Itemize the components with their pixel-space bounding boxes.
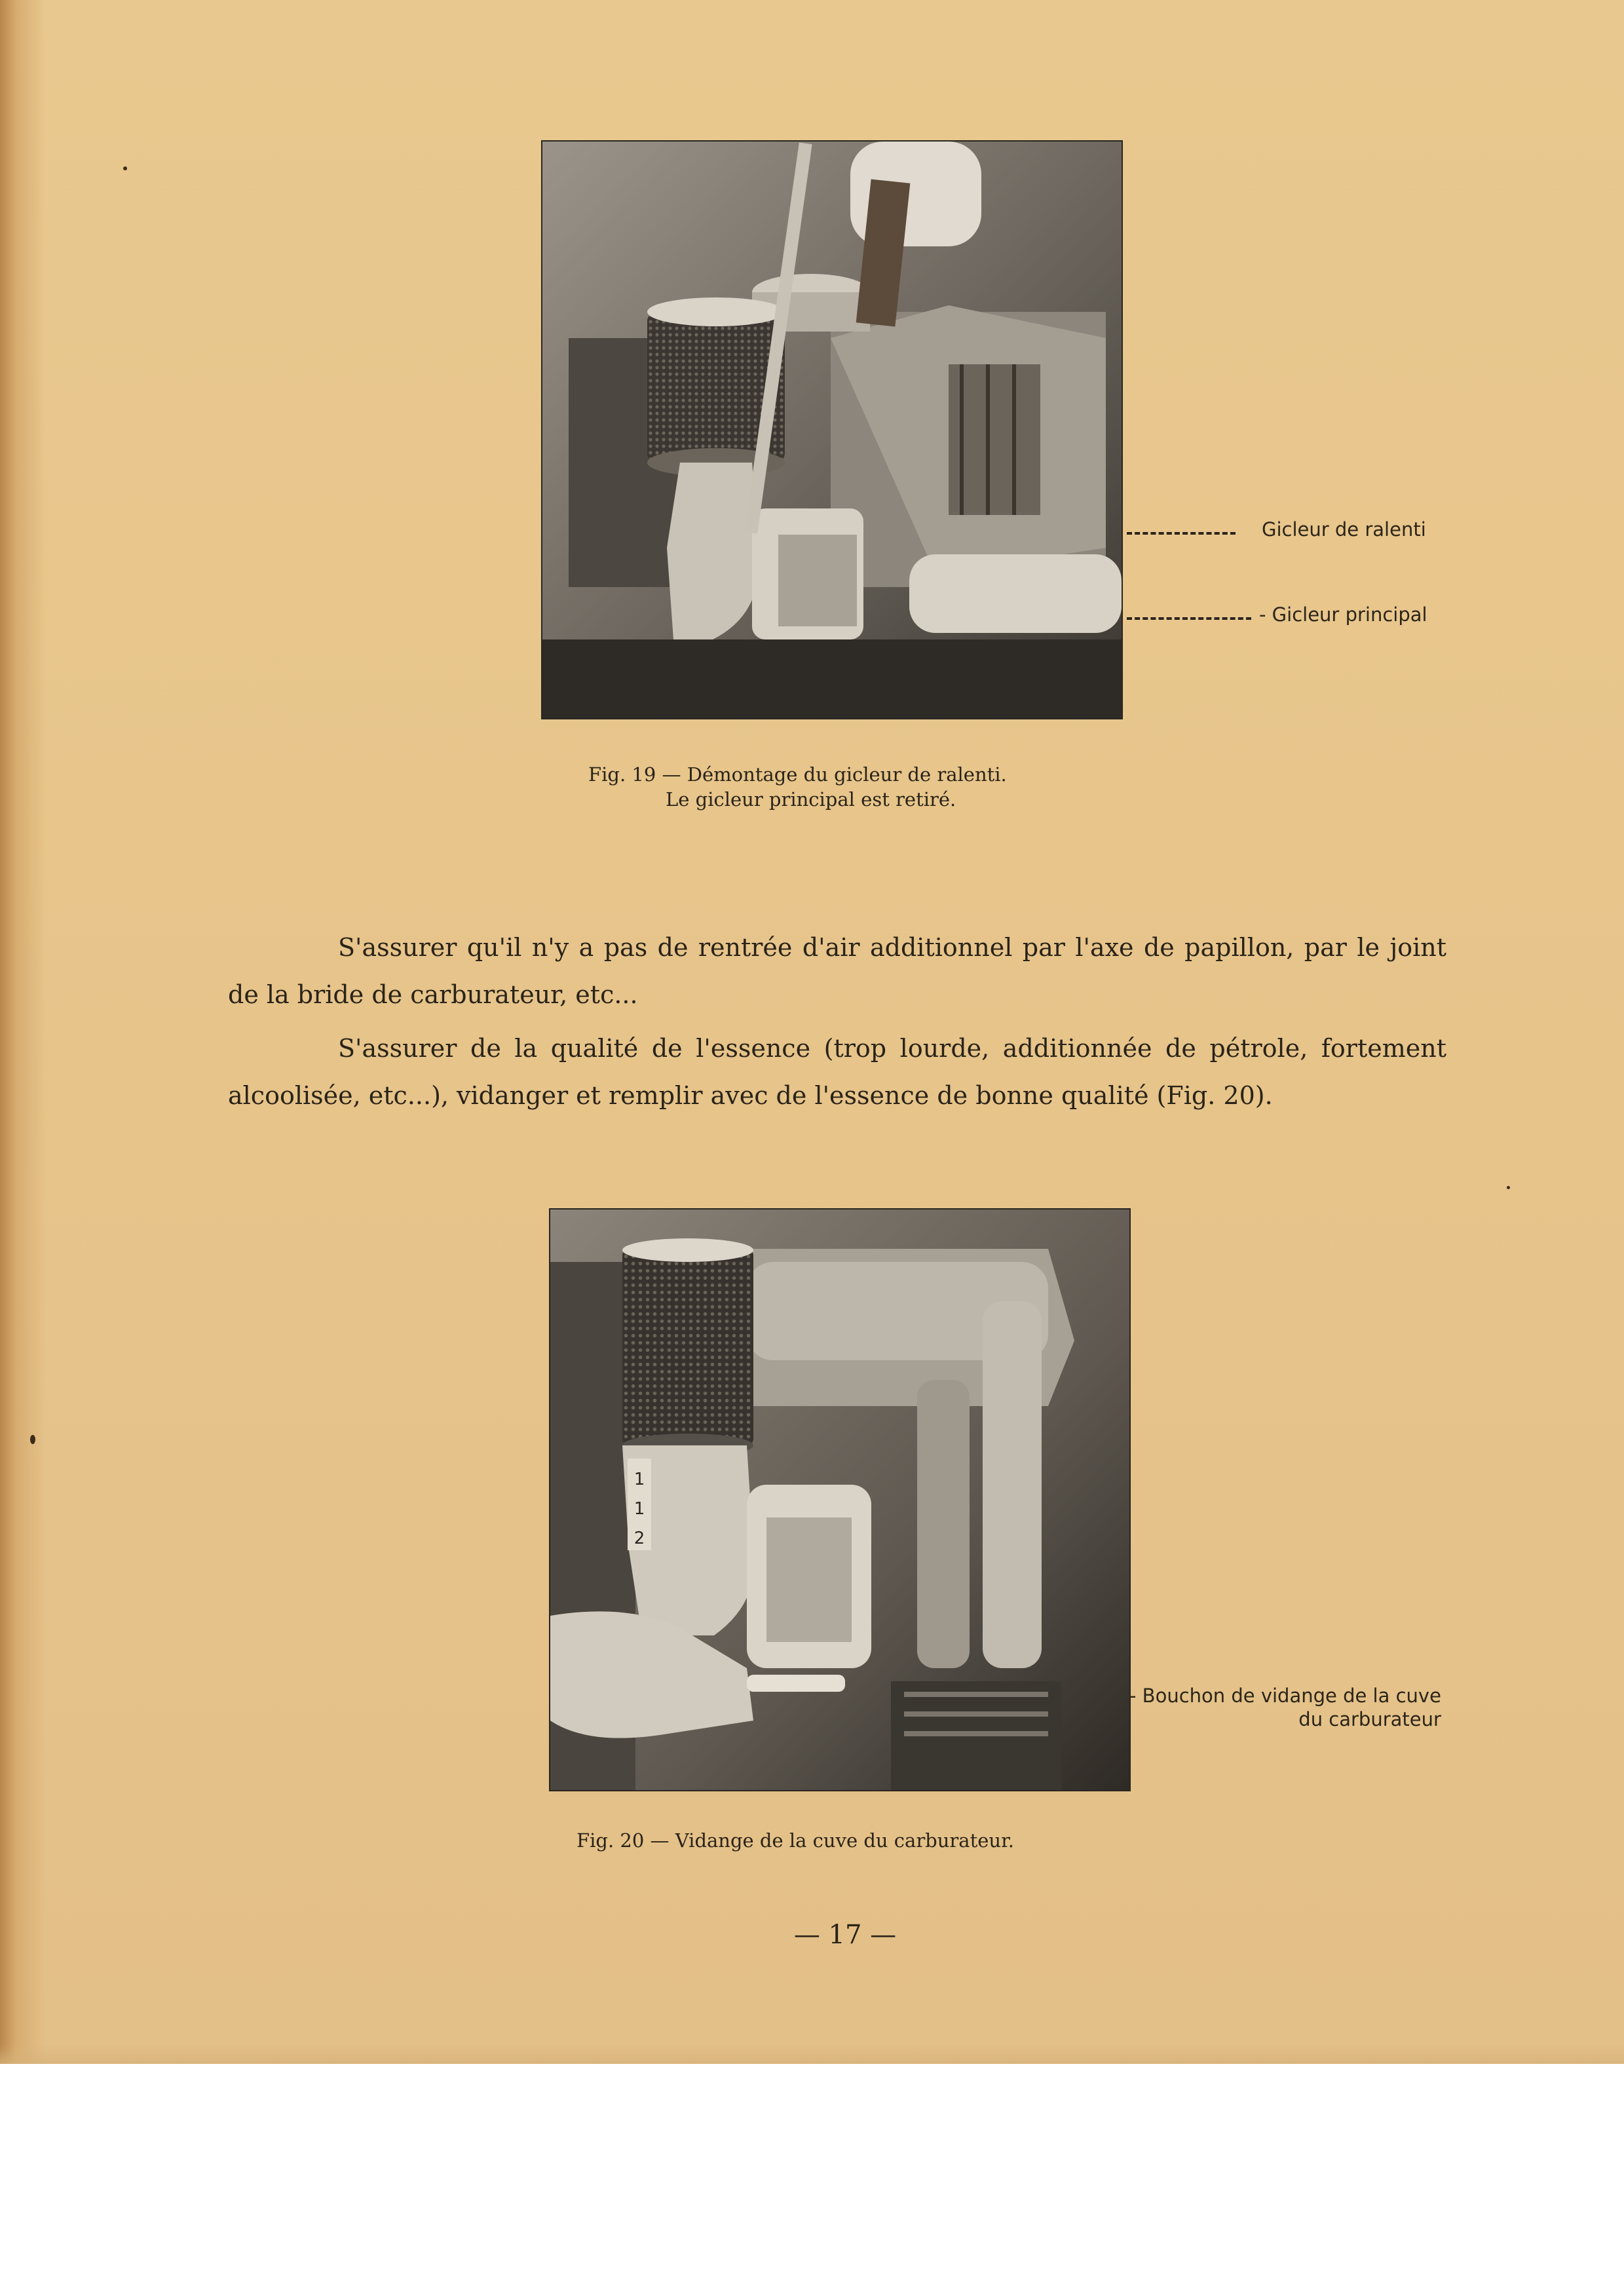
leader-line-main-jet [1127,617,1251,620]
body-paragraph-2 [228,1025,1446,1119]
page-binding-shadow [0,0,46,2064]
leader-line-idle-jet [1127,532,1236,535]
photo-marking-3: 2 [633,1529,645,1548]
callout-drain-plug-line1: - Bouchon de vidange de la cuve [1129,1685,1441,1707]
paper-speck [1507,1186,1510,1189]
engine-photo-fig20 [550,1210,1129,1790]
paragraph-text: S'assurer qu'il n'y a pas de rentrée d'air additionnel par l'axe de papillon, par le joint de la bride de carburateur, etc... [228,933,1446,1009]
photo-marking-1: 1 [633,1470,645,1489]
callout-drain-plug-line2: du carburateur [1298,1708,1441,1731]
page-bottom-edge [0,2044,1624,2064]
figure-20-photo [549,1208,1131,1791]
callout-drain-plug [1129,1684,1441,1732]
page-number: — 17 — [793,1920,897,1950]
paper-speck [123,166,127,170]
paper-speck [30,1435,35,1444]
figure-19-caption-line2: Le gicleur principal est retiré. [666,788,956,811]
figure-19-caption [588,762,1007,812]
figure-20-caption: Fig. 20 — Vidange de la cuve du carburateur. [576,1829,1014,1852]
photo-marking-2: 1 [633,1499,645,1519]
figure-19-caption-line1: Fig. 19 — Démontage du gicleur de ralenti. [588,763,1007,786]
callout-idle-jet: Gicleur de ralenti [1262,518,1426,541]
engine-photo-fig19 [542,142,1122,718]
paragraph-text: S'assurer de la qualité de l'essence (trop lourde, additionnée de pétrole, fortement alcoolisée, etc...), vidanger et remplir avec de l'essence de bonne qualité (Fig. 20). [228,1034,1446,1110]
figure-19-photo [541,140,1123,719]
callout-main-jet: - Gicleur principal [1259,603,1427,626]
body-paragraph-1 [228,924,1446,1018]
